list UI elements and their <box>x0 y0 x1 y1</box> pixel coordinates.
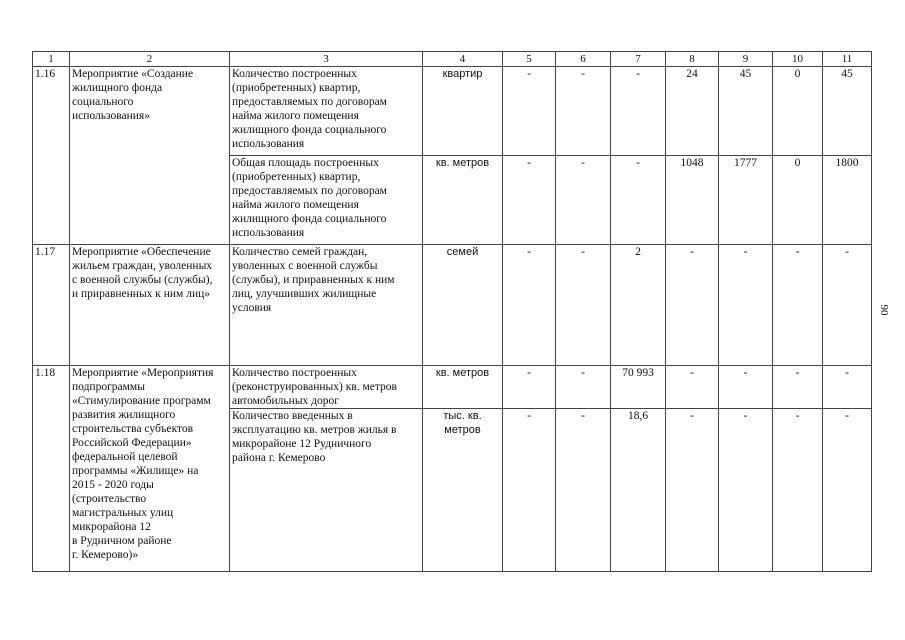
col-header: 5 <box>503 52 556 67</box>
value-cell: - <box>611 67 666 156</box>
indicator-name: Количество построенных (реконструированных) кв. метров автомобильных дорог <box>230 366 423 409</box>
col-header: 6 <box>556 52 611 67</box>
unit-cell: тыс. кв. метров <box>423 409 503 572</box>
col-header: 10 <box>773 52 823 67</box>
value-cell: - <box>503 245 556 366</box>
value-cell: - <box>503 366 556 409</box>
row-number: 1.16 <box>33 67 70 245</box>
value-cell: 24 <box>666 67 719 156</box>
unit-cell: кв. метров <box>423 366 503 409</box>
table-row <box>33 67 872 156</box>
header-row <box>33 52 872 67</box>
col-header: 9 <box>719 52 773 67</box>
value-cell: - <box>666 409 719 572</box>
value-cell: - <box>719 245 773 366</box>
value-cell: - <box>823 245 872 366</box>
value-cell: 1777 <box>719 156 773 245</box>
value-cell: 1048 <box>666 156 719 245</box>
value-cell: - <box>823 409 872 572</box>
col-header: 11 <box>823 52 872 67</box>
col-header: 8 <box>666 52 719 67</box>
value-cell: 45 <box>719 67 773 156</box>
page-number: 90 <box>878 304 890 316</box>
table-row <box>33 366 872 409</box>
value-cell: 18,6 <box>611 409 666 572</box>
indicator-name: Количество семей граждан, уволенных с военной службы (службы), и приравненных к ним лиц, улучшивших жилищные условия <box>230 245 423 366</box>
value-cell: 70 993 <box>611 366 666 409</box>
value-cell: - <box>773 409 823 572</box>
value-cell: - <box>556 409 611 572</box>
value-cell: - <box>503 156 556 245</box>
table-row <box>33 245 872 366</box>
unit-cell: кв. метров <box>423 156 503 245</box>
event-name: Мероприятие «Обеспечение жильем граждан, уволенных с военной службы (службы), и приравненных к ним лиц» <box>70 245 230 366</box>
col-header: 7 <box>611 52 666 67</box>
value-cell: - <box>823 366 872 409</box>
row-number: 1.17 <box>33 245 70 366</box>
value-cell: - <box>719 409 773 572</box>
value-cell: - <box>556 245 611 366</box>
value-cell: - <box>556 67 611 156</box>
value-cell: - <box>503 409 556 572</box>
row-number: 1.18 <box>33 366 70 572</box>
col-header: 2 <box>70 52 230 67</box>
value-cell: 1800 <box>823 156 872 245</box>
col-header: 1 <box>33 52 70 67</box>
indicator-name: Общая площадь построенных (приобретенных) квартир, предоставляемых по договорам найма жилого помещения жилищного фонда социального использования <box>230 156 423 245</box>
value-cell: - <box>773 366 823 409</box>
value-cell: - <box>719 366 773 409</box>
unit-cell: квартир <box>423 67 503 156</box>
indicator-name: Количество построенных (приобретенных) квартир, предоставляемых по договорам найма жилого помещения жилищного фонда социального использования <box>230 67 423 156</box>
value-cell: 0 <box>773 67 823 156</box>
value-cell: 45 <box>823 67 872 156</box>
indicators-table <box>32 51 872 572</box>
value-cell: - <box>503 67 556 156</box>
value-cell: - <box>666 366 719 409</box>
value-cell: - <box>556 366 611 409</box>
value-cell: - <box>611 156 666 245</box>
value-cell: - <box>556 156 611 245</box>
col-header: 4 <box>423 52 503 67</box>
value-cell: 2 <box>611 245 666 366</box>
value-cell: - <box>773 245 823 366</box>
indicator-name: Количество введенных в эксплуатацию кв. метров жилья в микрорайоне 12 Рудничного района г. Кемерово <box>230 409 423 572</box>
event-name: Мероприятие «Создание жилищного фонда социального использования» <box>70 67 230 245</box>
event-name: Мероприятие «Мероприятия подпрограммы «Стимулирование программ развития жилищного строительства субъектов Российской Федерации» федеральной целевой программы «Жилище» на 2015 - 2020 годы (строительство магистральных улиц микрорайона 12 в Рудничном районе г. Кемерово)» <box>70 366 230 572</box>
col-header: 3 <box>230 52 423 67</box>
value-cell: - <box>666 245 719 366</box>
value-cell: 0 <box>773 156 823 245</box>
unit-cell: семей <box>423 245 503 366</box>
